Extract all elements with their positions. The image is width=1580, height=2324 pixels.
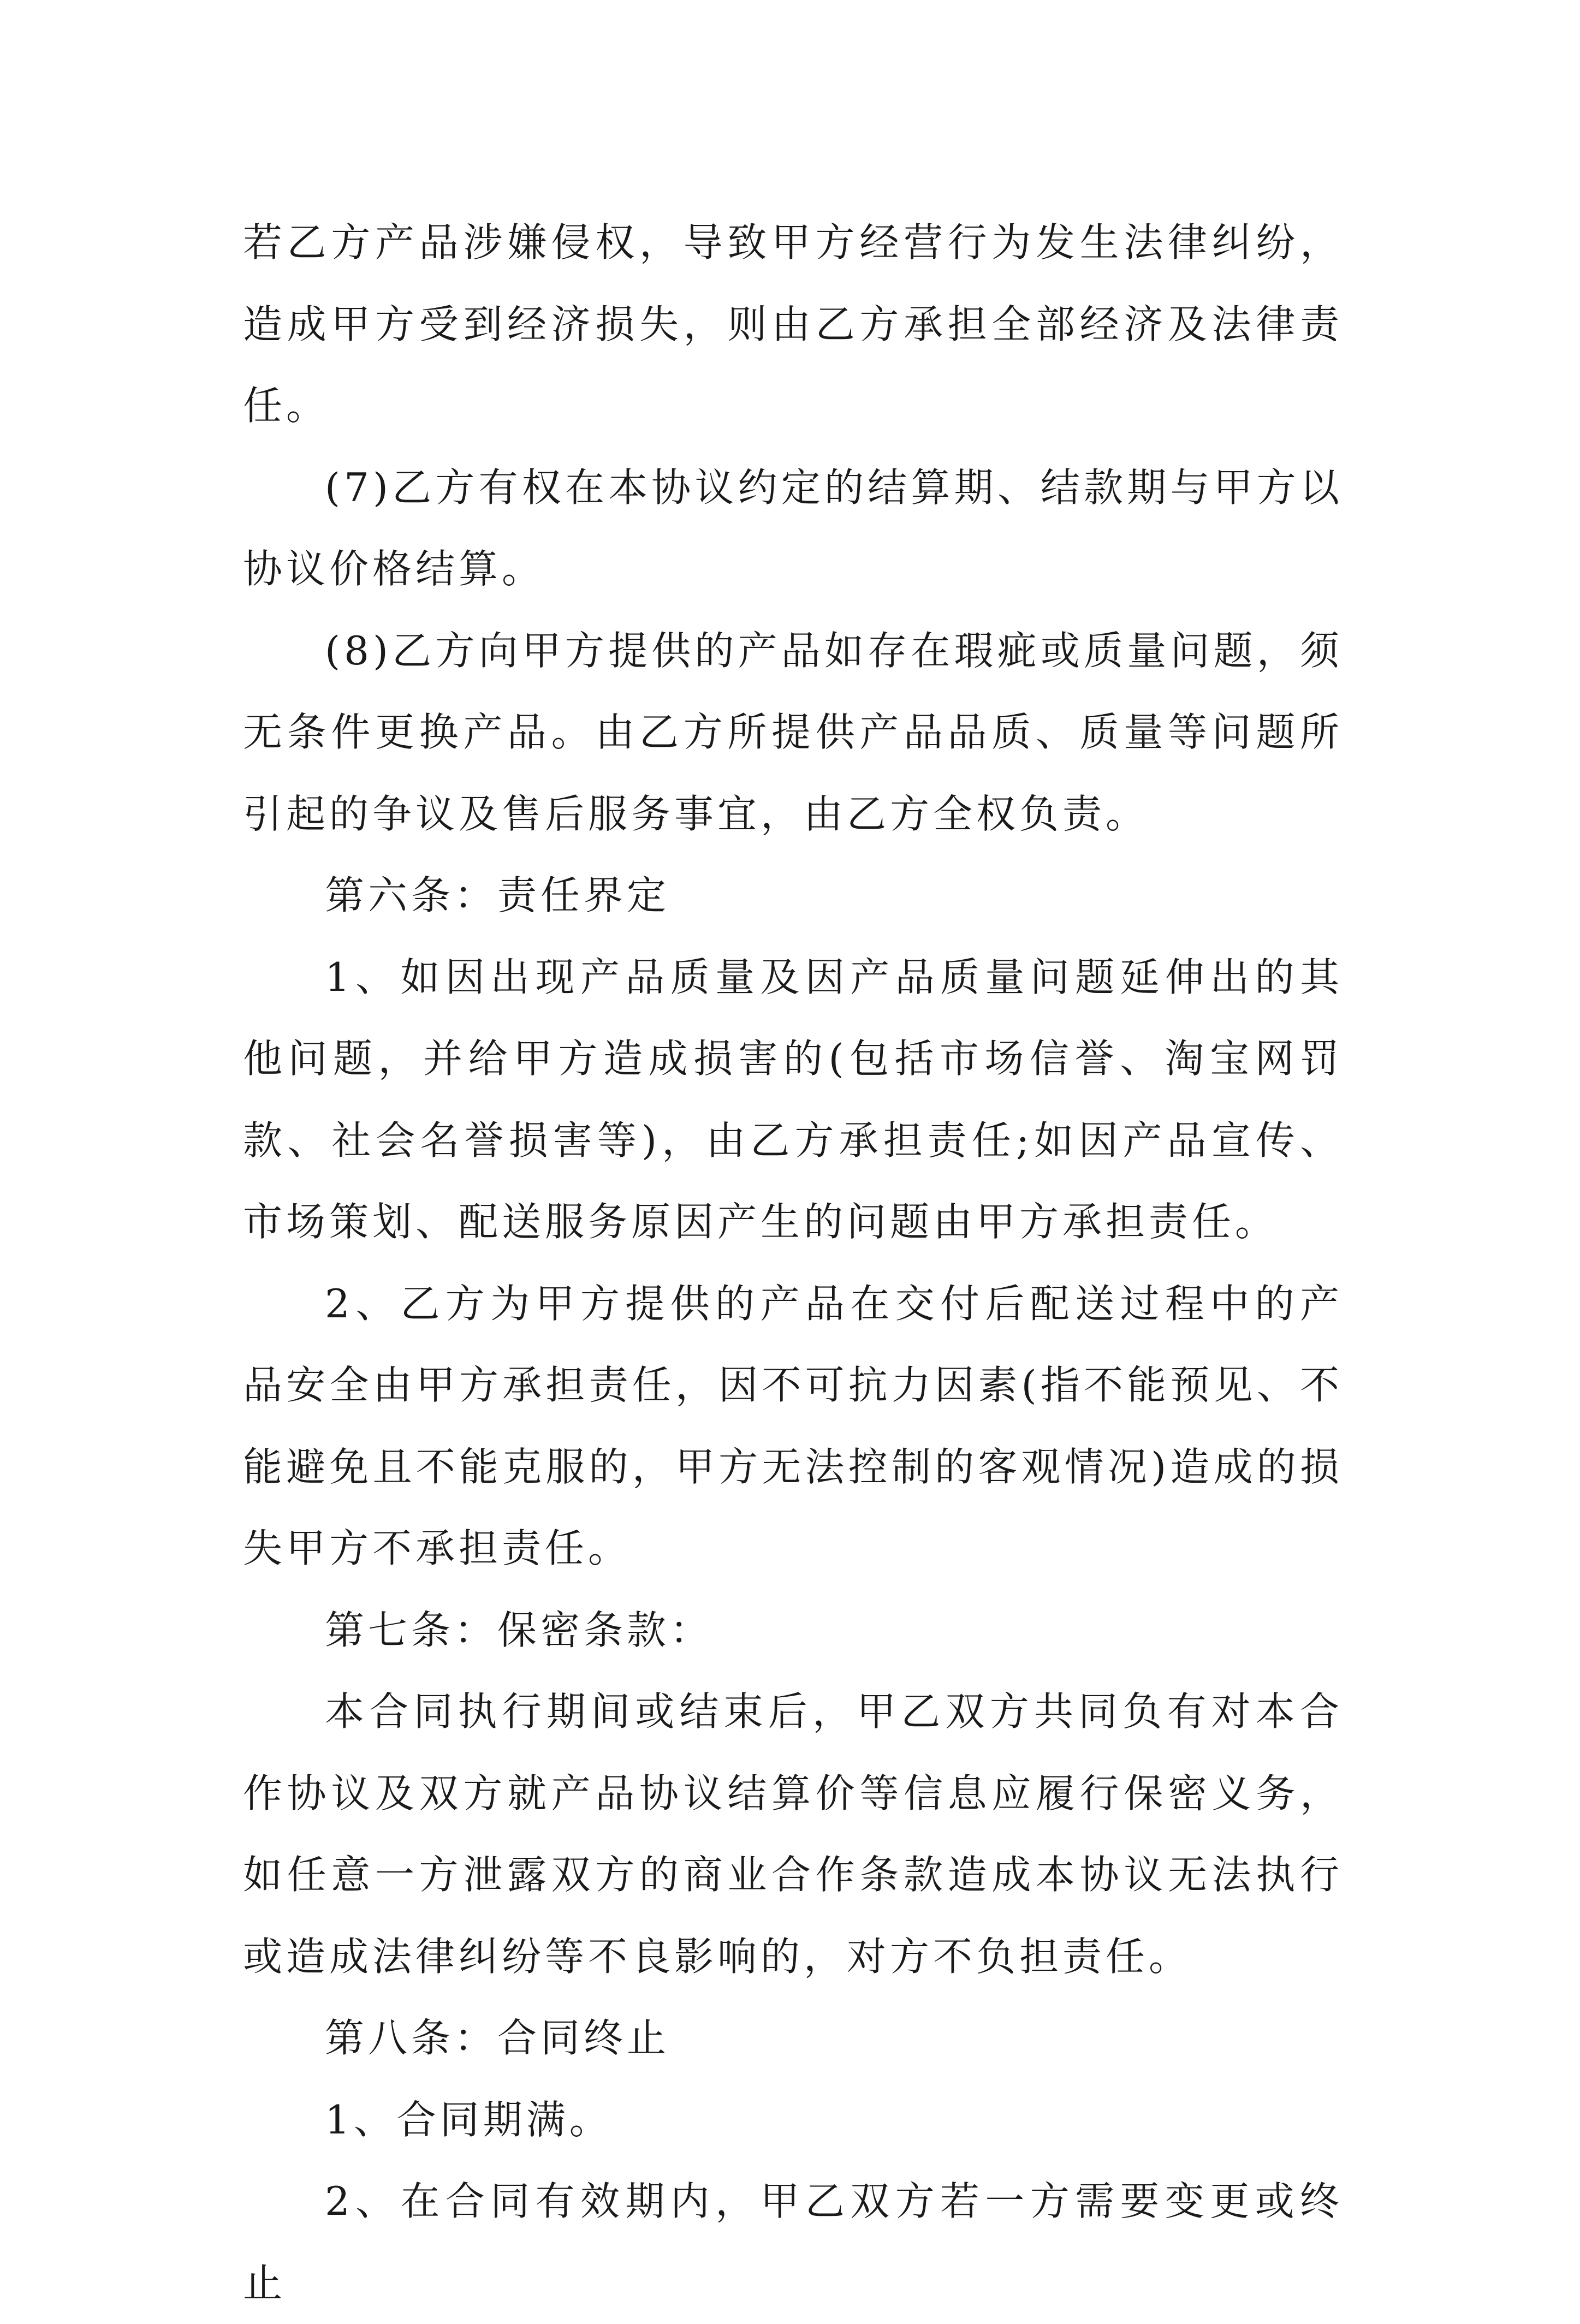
paragraph-clause-8: (8)乙方向甲方提供的产品如存在瑕疵或质量问题，须无条件更换产品。由乙方所提供产品品质、质量等问题所引起的争议及售后服务事宜，由乙方全权负责。 — [243, 627, 1343, 837]
document-body — [243, 202, 1343, 2324]
paragraph-clause-7: (7)乙方有权在本协议约定的结算期、结款期与甲方以协议价格结算。 — [243, 464, 1343, 592]
paragraph-article-6-item-1: 1、如因出现产品质量及因产品质量问题延伸出的其他问题，并给甲方造成损害的(包括市场信誉、淘宝网罚款、社会名誉损害等)，由乙方承担责任;如因产品宣传、市场策划、配送服务原因产生的问题由甲方承担责任。 — [243, 954, 1343, 1245]
paragraph-article-6-item-2: 2、乙方为甲方提供的产品在交付后配送过程中的产品安全由甲方承担责任，因不可抗力因素(指不能预见、不能避免且不能克服的，甲方无法控制的客观情况)造成的损失甲方不承担责任。 — [243, 1280, 1343, 1571]
heading-article-8: 第八条：合同终止 — [325, 2015, 670, 2061]
heading-article-6: 第六条：责任界定 — [325, 872, 670, 918]
paragraph-infringement-continued: 若乙方产品涉嫌侵权，导致甲方经营行为发生法律纠纷，造成甲方受到经济损失，则由乙方承担全部经济及法律责任。 — [243, 219, 1343, 429]
paragraph-confidentiality: 本合同执行期间或结束后，甲乙双方共同负有对本合作协议及双方就产品协议结算价等信息应履行保密义务，如任意一方泄露双方的商业合作条款造成本协议无法执行或造成法律纠纷等不良影响的，对方不负担责任。 — [243, 1689, 1343, 1980]
paragraph-article-8-item-2: 2、在合同有效期内，甲乙双方若一方需要变更或终止 — [243, 2178, 1343, 2306]
paragraph-article-8-item-1: 1、合同期满。 — [325, 2096, 613, 2143]
heading-article-7: 第七条：保密条款： — [325, 1607, 714, 1653]
